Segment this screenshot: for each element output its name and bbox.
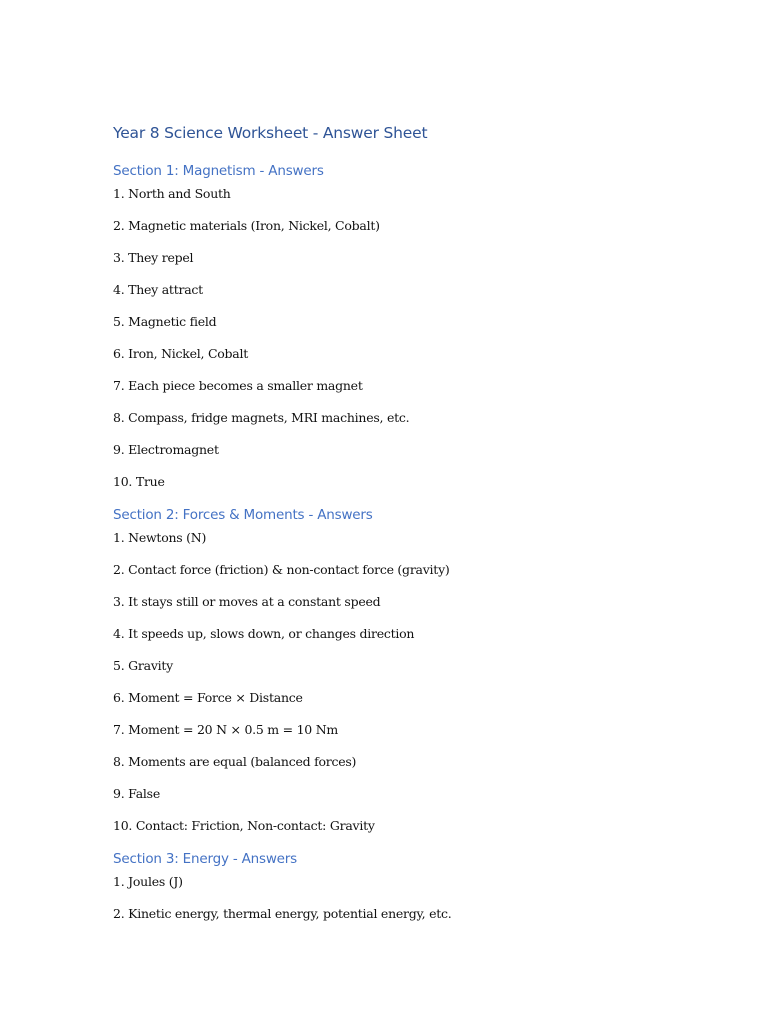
section-1-answer-6: 6. Iron, Nickel, Cobalt [113, 346, 249, 361]
section-1-heading: Section 1: Magnetism - Answers [113, 163, 324, 179]
section-1-answer-1: 1. North and South [113, 186, 231, 201]
section-2-answer-3: 3. It stays still or moves at a constant speed [113, 594, 381, 609]
section-2-answer-8: 8. Moments are equal (balanced forces) [113, 754, 357, 769]
section-2-answer-5: 5. Gravity [113, 658, 173, 673]
section-1-answer-10: 10. True [113, 474, 165, 489]
section-2-answer-6: 6. Moment = Force × Distance [113, 690, 303, 705]
section-2-heading: Section 2: Forces & Moments - Answers [113, 507, 373, 523]
section-2-answer-2: 2. Contact force (friction) & non-contact force (gravity) [113, 562, 450, 577]
section-3-answer-1: 1. Joules (J) [113, 874, 183, 889]
section-2-answer-1: 1. Newtons (N) [113, 530, 207, 545]
section-1-answer-9: 9. Electromagnet [113, 442, 219, 457]
section-1-answer-2: 2. Magnetic materials (Iron, Nickel, Cobalt) [113, 218, 380, 233]
section-2-answer-4: 4. It speeds up, slows down, or changes direction [113, 626, 415, 641]
section-1-answer-7: 7. Each piece becomes a smaller magnet [113, 378, 363, 393]
section-2-answer-9: 9. False [113, 786, 160, 801]
document-title: Year 8 Science Worksheet - Answer Sheet [113, 124, 428, 142]
section-2-answer-7: 7. Moment = 20 N × 0.5 m = 10 Nm [113, 722, 339, 737]
section-2-answer-10: 10. Contact: Friction, Non-contact: Gravity [113, 818, 375, 833]
section-3-heading: Section 3: Energy - Answers [113, 851, 297, 867]
section-1-answer-3: 3. They repel [113, 250, 194, 265]
section-1-answer-5: 5. Magnetic field [113, 314, 217, 329]
section-3-answer-2: 2. Kinetic energy, thermal energy, potential energy, etc. [113, 906, 452, 921]
section-1-answer-8: 8. Compass, fridge magnets, MRI machines, etc. [113, 410, 410, 425]
section-1-answer-4: 4. They attract [113, 282, 203, 297]
